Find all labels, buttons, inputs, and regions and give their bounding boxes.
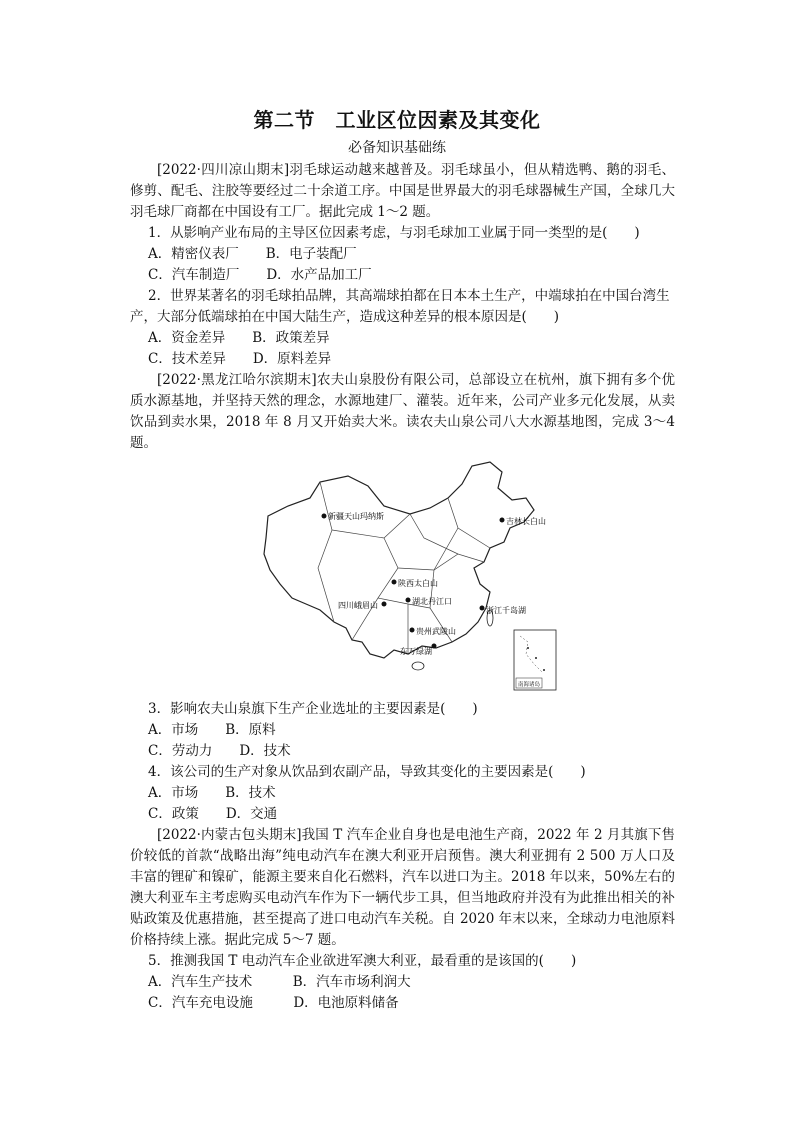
map-label-guangdong: 东万绿湖 (400, 647, 432, 656)
question-block-2 (130, 370, 675, 454)
china-map-figure (258, 458, 558, 693)
question-2 (130, 286, 675, 328)
question-2-text: 2．世界某著名的羽毛球拍品牌，其高端球拍都在日本本土生产，中端球拍在中国台湾生产，大部分低端球拍在中国大陆生产，造成这种差异的根本原因是( ) (130, 288, 670, 325)
source-marker-guizhou (410, 628, 415, 633)
question-4-options-cd: C．政策 D．交通 (148, 806, 278, 822)
question-4: 4．该公司的生产对象从饮品到农副产品，导致其变化的主要因素是( ) (148, 764, 586, 780)
question-block-3 (130, 825, 675, 1014)
question-1-options-ab: A．精密仪表厂 B．电子装配厂 (148, 246, 357, 262)
passage-1: [2022·四川凉山期末]羽毛球运动越来越普及。羽毛球虽小，但从精选鸭、鹅的羽毛、修剪、配毛、注胶等要经过二十余道工序。中国是世界最大的羽毛球器械生产国，全球几大羽毛球厂商都在中国设有工厂。据此完成 1～2 题。 (130, 162, 675, 220)
passage-3: [2022·内蒙古包头期末]我国 T 汽车企业自身也是电池生产商，2022 年 2 月其旗下售价较低的首款“战略出海”纯电动汽车在澳大利亚开启预售。澳大利亚拥有 2 500 万人口及丰富的锂矿和镍矿，能源主要来自化石燃料，汽车以进口为主。2018 年以来，50%左右的澳大利亚车主考虑购买电动汽车作为下一辆代步工具，但当地政府并没有为此推出相关的补贴政策及优惠措施，甚至提高了进口电动汽车关税。自 2020 年末以来，全球动力电池原料价格持续上涨。据此完成 5～7 题。 (130, 827, 675, 948)
source-marker-guangdong (432, 644, 437, 649)
section-subtitle: 必备知识基础练 (348, 140, 446, 156)
map-label-zhejiang: 浙江千岛湖 (486, 606, 526, 615)
question-5-options-ab: A．汽车生产技术 B．汽车市场利润大 (148, 974, 411, 990)
china-map (258, 458, 558, 693)
hainan-island (412, 662, 424, 670)
question-block-2-questions (130, 699, 675, 825)
question-1: 1．从影响产业布局的主导区位因素考虑，与羽毛球加工业属于同一类型的是( ) (148, 225, 640, 241)
question-3: 3．影响农夫山泉旗下生产企业选址的主要因素是( ) (148, 701, 478, 717)
question-3-options-cd: C．劳动力 D．技术 (148, 743, 291, 759)
question-2-options-cd: C．技术差异 D．原料差异 (148, 351, 332, 367)
source-marker-xinjiang (322, 514, 327, 519)
map-label-xinjiang: 新疆天山玛纳斯 (328, 512, 384, 521)
map-label-guizhou: 贵州武陵山 (416, 627, 456, 636)
source-marker-sichuan (382, 602, 387, 607)
source-marker-hubei (406, 598, 411, 603)
map-label-sichuan: 四川峨眉山 (338, 601, 378, 610)
map-label-jilin: 吉林长白山 (506, 517, 546, 526)
china-outline (264, 462, 534, 658)
question-4-options-ab: A．市场 B．技术 (148, 785, 276, 801)
question-2-options-ab: A．资金差异 B．政策差异 (148, 330, 330, 346)
question-block-1 (130, 160, 675, 370)
map-label-hubei: 湖北丹江口 (412, 597, 452, 606)
passage-2: [2022·黑龙江哈尔滨期末]农夫山泉股份有限公司，总部设立在杭州，旗下拥有多个优质水源基地，并坚持天然的理念，水源地建厂、灌装。近年来，公司产业多元化发展，从卖饮品到卖水果，2018 年 8 月又开始卖大米。读农夫山泉公司八大水源基地图，完成 3～4 题。 (130, 372, 675, 451)
section-title: 第二节 工业区位因素及其变化 (253, 108, 541, 132)
question-5-options-cd: C．汽车充电设施 D．电池原料储备 (148, 995, 399, 1011)
inset-label: 南海诸岛 (518, 682, 541, 688)
question-5: 5．推测我国 T 电动汽车企业欲进军澳大利亚，最看重的是该国的( ) (148, 953, 577, 969)
question-3-options-ab: A．市场 B．原料 (148, 722, 276, 738)
source-marker-jilin (500, 518, 505, 523)
question-1-options-cd: C．汽车制造厂 D．水产品加工厂 (148, 267, 372, 283)
map-label-shaanxi: 陕西太白山 (398, 579, 438, 588)
source-marker-zhejiang (480, 606, 485, 611)
source-marker-shaanxi (392, 580, 397, 585)
